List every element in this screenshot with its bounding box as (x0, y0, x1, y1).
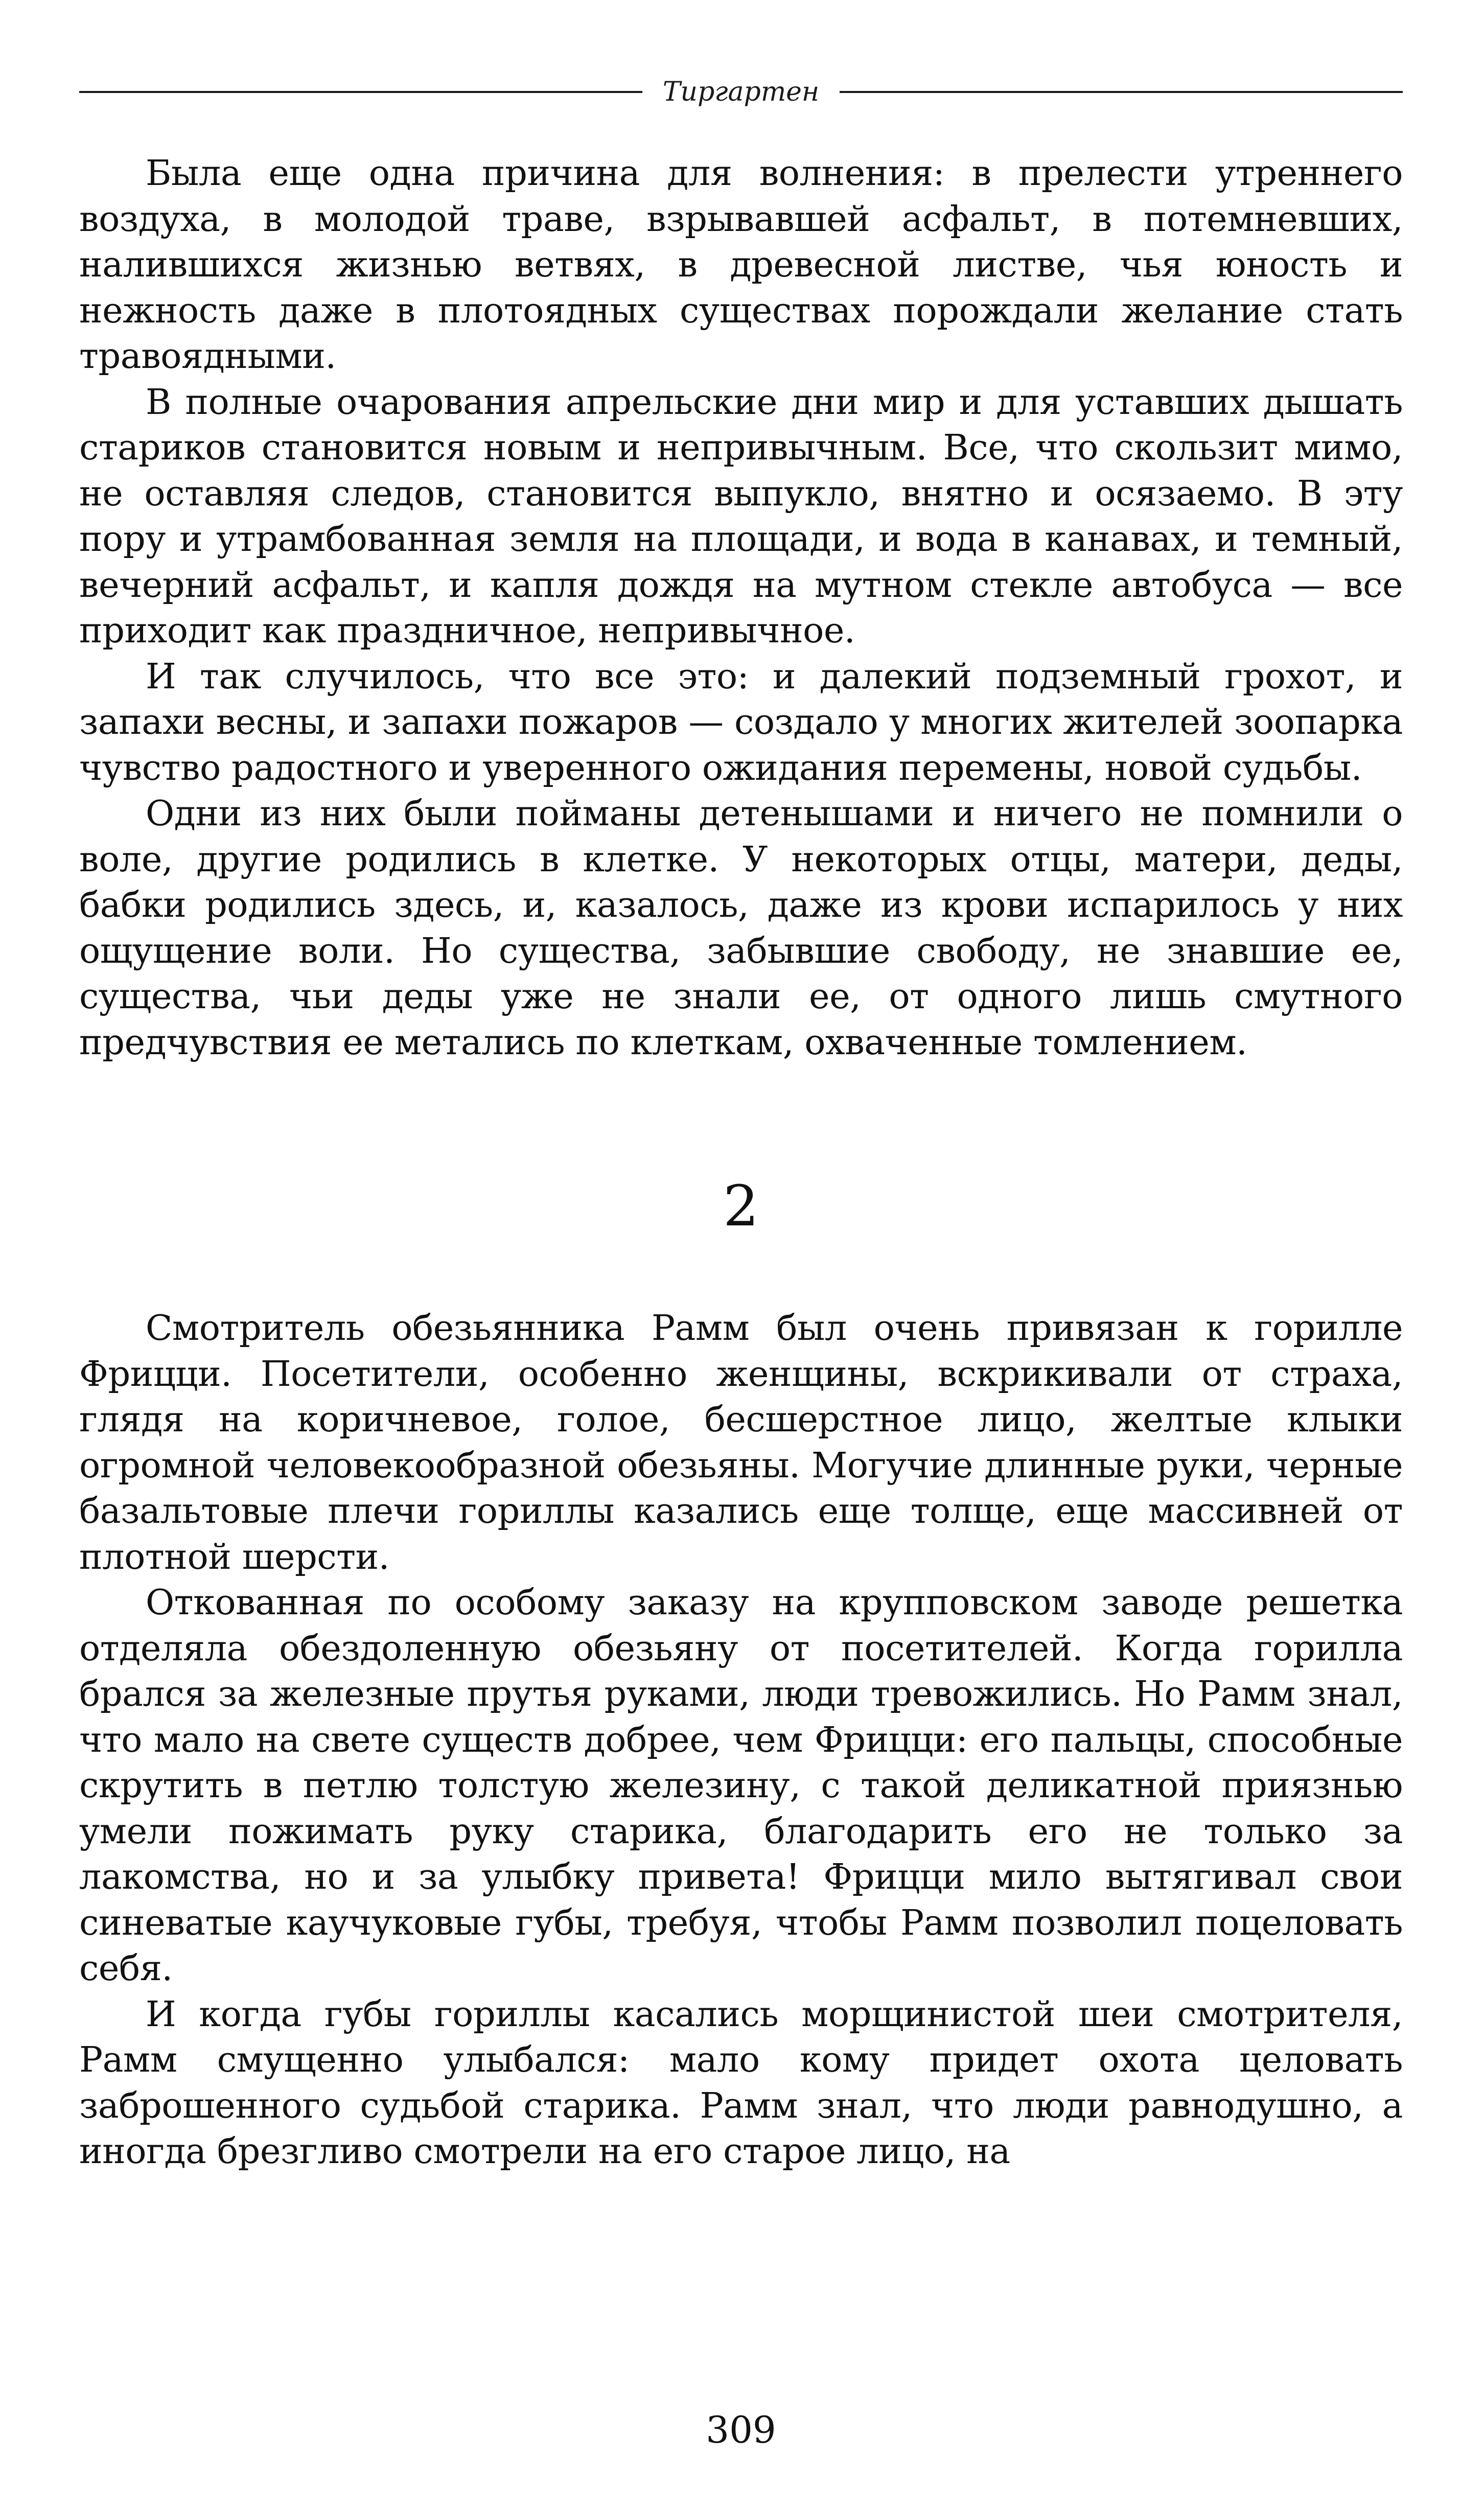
header-rule-right (840, 91, 1403, 93)
running-head (79, 72, 1403, 112)
paragraph: И так случилось, что все это: и далекий подземный грохот, и запахи весны, и запахи пожаров — создало у многих жителей зоопарка чувство радостного и уверенного ожидания перемены, новой судьбы. (79, 656, 1403, 788)
paragraph: Откованная по особому заказу на крупповском заводе решетка отделяла обездоленную обезьяну от посетителей. Когда горилла брался за железные прутья руками, люди тревожились. Но Рамм знал, что мало на свете существ добрее, чем Фрицци: его пальцы, способные скрутить в петлю толстую железину, с такой деликатной приязнью умели пожимать руку старика, благодарить его не только за лакомства, но и за улыбку привета! Фрицци мило вытягивал свои синеватые каучуковые губы, требуя, чтобы Рамм позволил поцеловать себя. (79, 1582, 1403, 1989)
paragraph: И когда губы гориллы касались морщинистой шеи смотрителя, Рамм смущенно улыбался: мало кому придет охота целовать заброшенного судьбой старика. Рамм знал, что люди равнодушно, а иногда брезгливо смотрели на его старое лицо, на (79, 1993, 1403, 2172)
page-body (79, 151, 1403, 2175)
chapter-number: 2 (723, 1173, 759, 1239)
paragraph: Одни из них были пойманы детенышами и ничего не помнили о воле, другие родились в клетке. У некоторых отцы, матери, деды, бабки родились здесь, и, казалось, даже из крови испарилось у них ощущение воли. Но существа, забывшие свободу, не знавшие ее, существа, чьи деды уже не знали ее, от одного лишь смутного предчувствия ее метались по клеткам, охваченные томлением. (79, 793, 1403, 1063)
book-page (79, 51, 1403, 2473)
running-head-title: Тиргартен (662, 77, 820, 107)
paragraph: В полные очарования апрельские дни мир и для уставших дышать стариков становится новым и непривычным. Все, что скользит мимо, не оставляя следов, становится выпукло, внятно и осязаемо. В эту пору и утрамбованная земля на площади, и вода в канавах, и темный, вечерний асфальт, и капля дождя на мутном стекле автобуса — все приходит как праздничное, непривычное. (79, 381, 1403, 651)
paragraph: Была еще одна причина для волнения: в прелести утреннего воздуха, в молодой траве, взрывавшей асфальт, в потемневших, налившихся жизнью ветвях, в древесной листве, чья юность и нежность даже в плотоядных существах порождали желание стать травоядными. (79, 153, 1403, 377)
page-number: 309 (706, 2408, 776, 2451)
paragraph: Смотритель обезьянника Рамм был очень привязан к горилле Фрицци. Посетители, особенно женщины, вскрикивали от страха, глядя на коричневое, голое, бесшерстное лицо, желтые клыки огромной человекообразной обезьяны. Могучие длинные руки, черные базальтовые плечи гориллы казались еще толще, еще массивней от плотной шерсти. (79, 1308, 1403, 1577)
header-rule-left (79, 91, 642, 93)
